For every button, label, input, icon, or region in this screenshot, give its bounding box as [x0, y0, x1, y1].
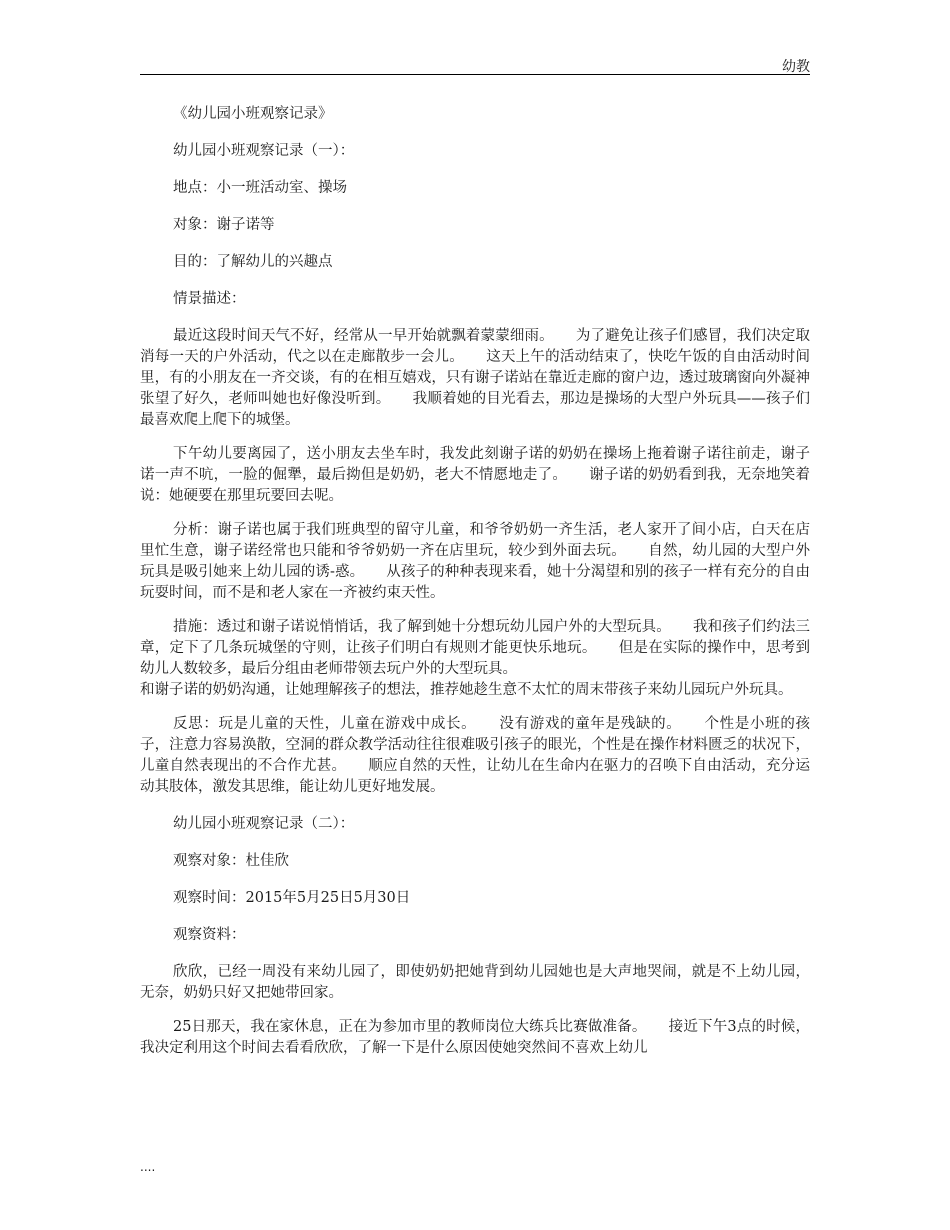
record1-analysis: 分析：谢子诺也属于我们班典型的留守儿童，和爷爷奶奶一齐生活，老人家开了间小店，白天在店里忙生意，谢子诺经常也只能和爷爷奶奶一齐在店里玩，较少到外面去玩。 自然，幼儿园的大型户外玩具是吸引她来上幼儿园的诱-惑。 从孩子的种种表现来看，她十分渴望和别的孩子一样有充分的自由玩耍时间，而不是和老人家在一齐被约束天性。: [140, 522, 810, 601]
header-rule: [140, 74, 810, 75]
record1-paragraph-1: 最近这段时间天气不好，经常从一早开始就飘着蒙蒙细雨。 为了避免让孩子们感冒，我们决定取消每一天的户外活动，代之以在走廊散步一会儿。 这天上午的活动结束了，快吃午饭的自由活动时间里，有的小朋友在一齐交谈，有的在相互嬉戏，只有谢子诺站在靠近走廊的窗户边，透过玻璃窗向外凝神张望了好久，老师叫她也好像没听到。 我顺着她的目光看去，那边是操场的大型户外玩具——孩子们最喜欢爬上爬下的城堡。: [140, 328, 810, 428]
record2-material-label: 观察资料：: [173, 927, 246, 943]
document-title: 《幼儿园小班观察记录》: [173, 106, 333, 122]
record1-scene-label: 情景描述：: [173, 291, 246, 307]
record1-reflection: 反思：玩是儿童的天性，儿童在游戏中成长。 没有游戏的童年是残缺的。 个性是小班的孩子，注意力容易涣散，空洞的群众教学活动往往很难吸引孩子的眼光，个性是在操作材料匮乏的状况下，儿童自然表现出的不合作尤甚。 顺应自然的天性，让幼儿在生命内在驱力的召唤下自由活动，充分运动其肢体，激发其思维，能让幼儿更好地发展。: [140, 716, 810, 795]
record1-heading: 幼儿园小班观察记录（一）：: [173, 143, 355, 159]
record1-location: 地点：小一班活动室、操场: [173, 180, 347, 196]
record2-time: 观察时间：2015年5月25日5月30日: [173, 890, 411, 906]
record1-subject: 对象：谢子诺等: [173, 217, 275, 233]
footer-ellipsis: ....: [140, 1160, 156, 1174]
record2-subject: 观察对象：杜佳欣: [173, 853, 289, 869]
document-body: [140, 104, 810, 1072]
record1-measures-cont: 和谢子诺的奶奶沟通，让她理解孩子的想法，推荐她趁生意不太忙的周末带孩子来幼儿园玩户外玩具。: [140, 682, 793, 698]
record2-paragraph-1: 欣欣，已经一周没有来幼儿园了，即使奶奶把她背到幼儿园她也是大声地哭闹，就是不上幼儿园，无奈，奶奶只好又把她带回家。: [140, 964, 810, 1001]
record1-measures: 措施：透过和谢子诺说悄悄话，我了解到她十分想玩幼儿园户外的大型玩具。 我和孩子们约法三章，定下了几条玩城堡的守则，让孩子们明白有规则才能更快乐地玩。 但是在实际的操作中，思考到幼儿人数较多，最后分组由老师带领去玩户外的大型玩具。: [140, 619, 810, 677]
record2-heading: 幼儿园小班观察记录（二）：: [173, 816, 355, 832]
record1-purpose: 目的：了解幼儿的兴趣点: [173, 254, 333, 270]
record1-paragraph-2: 下午幼儿要离园了，送小朋友去坐车时，我发此刻谢子诺的奶奶在操场上拖着谢子诺往前走，谢子诺一声不吭，一脸的倔犟，最后拗但是奶奶，老大不情愿地走了。 谢子诺的奶奶看到我，无奈地笑着说：她硬要在那里玩要回去呢。: [140, 446, 810, 504]
record2-paragraph-2: 25日那天，我在家休息，正在为参加市里的教师岗位大练兵比赛做准备。 接近下午3点的时候，我决定利用这个时间去看看欣欣，了解一下是什么原因使她突然间不喜欢上幼儿: [140, 1019, 810, 1056]
header-label: 幼教: [782, 59, 810, 75]
